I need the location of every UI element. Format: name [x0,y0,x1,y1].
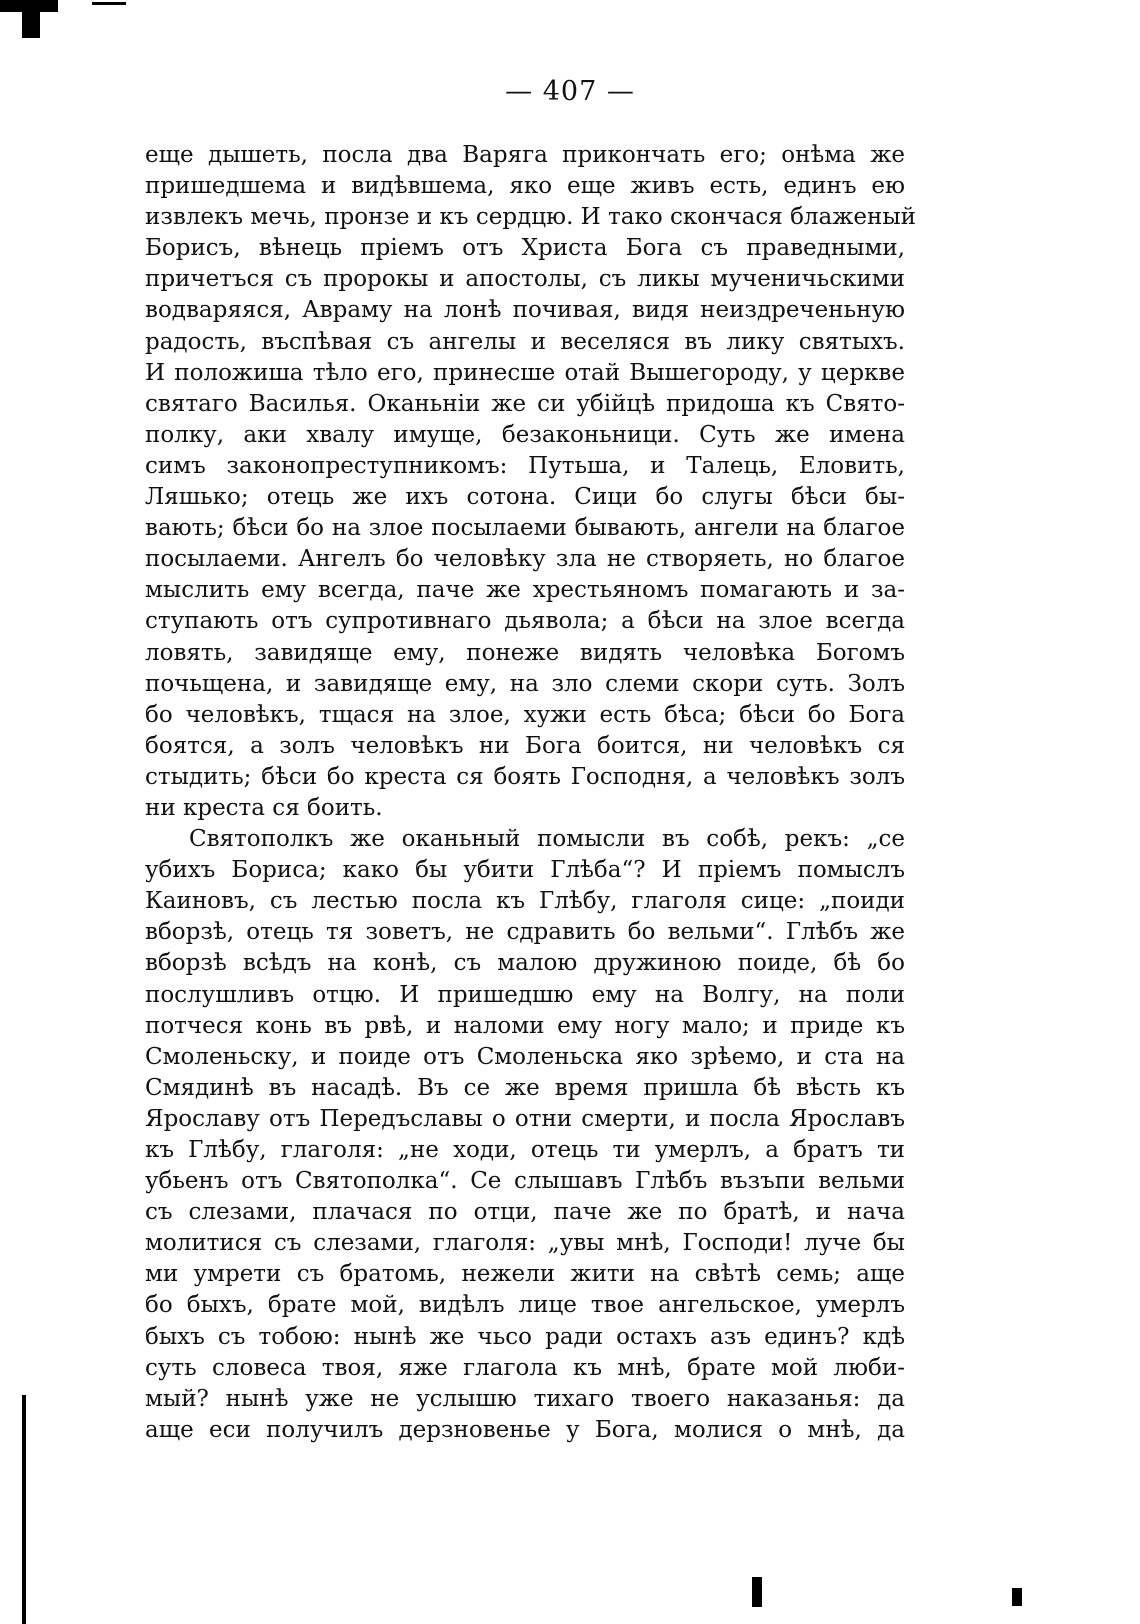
text-line: боятся, а золъ человѣкъ ни Бога боится, ни человѣкъ ся [145,732,905,759]
text-line: мыслить ему всегда, паче же хрестьяномъ помагають и за- [145,577,905,604]
text-line: Ярославу отъ Передъславы о отни смерти, и посла Ярославъ [145,1105,905,1132]
text-line: ловять, завидяще ему, понеже видять человѣка Богомъ [145,639,905,666]
text-line: убихъ Бориса; како бы убити Глѣба“? И пріемъ помыслъ [145,857,905,884]
text-line: Каиновъ, съ лестью посла къ Глѣбу, глаголя сице: „поиди [145,888,905,915]
text-line: ми умрети съ братомь, нежели жити на свѣтѣ семь; аще [145,1261,905,1288]
text-line: водваряяся, Авраму на лонѣ почивая, видя неиздреченьную [145,297,905,324]
scan-artifact-top-left [0,0,58,12]
text-line: бо человѣкъ, тщася на злое, хужи есть бѣса; бѣси бо Бога [145,701,905,728]
text-line: аще еси получилъ дерзновенье у Бога, молися о мнѣ, да [145,1416,905,1443]
text-line: еще дышеть, посла два Варяга прикончать его; онѣма же [145,142,905,168]
text-line: Святополкъ же оканьный помысли въ собѣ, рекъ: „се [189,826,905,853]
text-line: Смядинѣ въ насадѣ. Въ се же время пришла бѣ вѣсть къ [145,1074,905,1101]
text-line: ступають отъ супротивнаго дьявола; а бѣси на злое всегда [145,608,905,635]
text-line: радость, въспѣвая съ ангелы и веселяся въ лику святыхъ. [145,328,905,355]
text-line: пришедшема и видѣвшема, яко еще живъ есть, единъ ею [145,173,905,200]
text-line: И положиша тѣло его, принесше отай Вышегороду, у церкве [145,359,905,386]
text-line: ни креста ся боить. [145,794,383,821]
text-line: съ слезами, плачася по отци, паче же по братѣ, и нача [145,1199,905,1226]
text-line: суть словеса твоя, яже глагола къ мнѣ, брате мой люби- [145,1354,905,1381]
scan-artifact-bottom-blot [752,1577,762,1607]
body-text [145,140,916,1446]
scan-artifact-top-dash [92,2,126,5]
scan-artifact-left-edge [22,1395,26,1624]
text-line: вборзѣ всѣдъ на конѣ, съ малою дружиною поиде, бѣ бо [145,950,905,977]
text-line: святаго Василья. Оканьніи же си убійцѣ придоша къ Свято- [145,390,905,417]
text-line: почьщена, и завидяще ему, на зло слеми скори суть. Золъ [145,670,905,697]
page-number: — 407 — [505,76,635,107]
text-line: послушливъ отцю. И пришедшю ему на Волгу, на поли [145,981,905,1008]
paragraph [145,824,905,1446]
text-line: мый? нынѣ уже не услышю тихаго твоего наказанья: да [145,1385,905,1412]
text-line: симъ законопреступникомъ: Путьша, и Талець, Еловить, [145,452,905,479]
text-line: причетъся съ пророкы и апостолы, съ ликы мученичьскими [145,266,905,293]
text-line: потчеся конь въ рвѣ, и наломи ему ногу мало; и приде къ [145,1012,905,1039]
text-line: убьенъ отъ Святополка“. Се слышавъ Глѣбъ възъпи вельми [145,1168,905,1195]
text-line: посылаеми. Ангелъ бо человѣку зла не створяеть, но благое [145,546,905,573]
text-line: молитися съ слезами, глаголя: „увы мнѣ, Господи! луче бы [145,1230,905,1257]
text-line: вборзѣ, отець тя зоветъ, не сдравить бо вельми“. Глѣбъ же [145,919,905,946]
scan-artifact-top-left-tail [22,12,40,38]
text-line: полку, аки хвалу имуще, безаконьници. Суть же имена [145,421,905,448]
text-line: бо быхъ, брате мой, видѣлъ лице твое ангельское, умерлъ [145,1292,905,1319]
text-line: къ Глѣбу, глаголя: „не ходи, отець ти умерлъ, а братъ ти [145,1137,905,1163]
text-line: быхъ съ тобою: нынѣ же чьсо ради остахъ азъ единъ? кдѣ [145,1323,905,1350]
text-line: вають; бѣси бо на злое посылаеми бывають, ангели на благое [145,515,905,542]
paragraph [145,140,916,824]
text-line: Ляшько; отець же ихъ сотона. Сици бо слугы бѣси бы- [145,484,905,511]
scan-artifact-bottom-right [1012,1588,1022,1606]
text-line: Смоленьску, и поиде отъ Смоленьска яко зрѣемо, и ста на [145,1043,905,1070]
text-line: Борисъ, вѣнець пріемъ отъ Христа Бога съ праведными, [145,235,905,262]
text-line: извлекъ мечь, пронзе и къ сердцю. И тако скончася блаженый [145,204,916,231]
text-line: стыдить; бѣси бо креста ся боять Господня, а человѣкъ золъ [145,763,905,790]
